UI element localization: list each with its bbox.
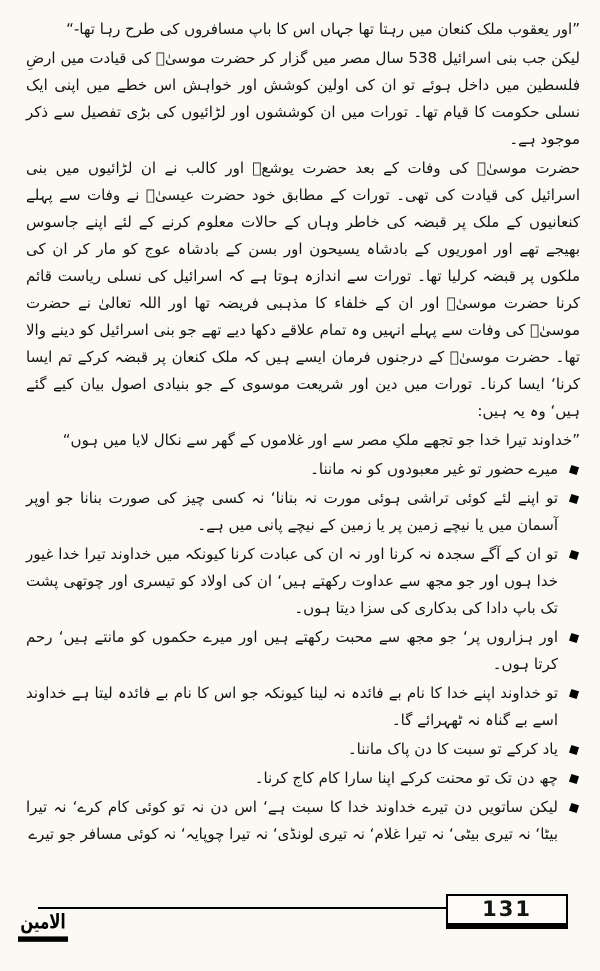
bullet-icon — [569, 745, 579, 755]
bullet-icon — [569, 633, 579, 643]
list-item — [26, 736, 580, 763]
opening-quote: ”اور یعقوب ملک کنعان میں رہتا تھا جہاں اس کا باپ مسافروں کی طرح رہا تھا-“ — [66, 20, 580, 38]
list-item-text: تو خداوند اپنے خدا کا نام بے فائدہ نہ لینا کیونکہ جو اس کا نام بے فائدہ لیتا ہے خداوند اسے بے گناہ نہ ٹھہرائے گا۔ — [26, 684, 558, 729]
page-number-box — [446, 894, 568, 929]
paragraph-torah-wars: حضرت موسیٰؑ کی وفات کے بعد حضرت یوشعؑ اور کالب نے ان لڑائیوں میں بنی اسرائیل کی قیادت کی تھی۔ تورات کے مطابق خود حضرت عیسیٰؑ نے وفات سے پہلے کنعانیوں کے ملک پر قبضہ کی خاطر وہاں کے حالات معلوم کرنے کے لئے اپنے جاسوس بھیجے تھے اور اموریوں کے بادشاہ یسیحون اور بسن کے بادشاہ عوج کو مار کر ان کی ملکوں پر قبضہ کرلیا تھا۔ تورات سے اندازہ ہوتا ہے کہ اسرائیل کی نسلی ریاست قائم کرنا حضرت موسیٰؑ اور ان کے خلفاء کا مذہبی فریضہ تھا اور اللہ تعالیٰ نے حضرت موسیٰؑ کی وفات سے پہلے انہیں وہ تمام علاقے دکھا دیے تھے جو بنی اسرائیل کو دینے والا تھا۔ حضرت موسیٰؑ کے درجنوں فرمان ایسے ہیں کہ ملک کنعان پر قبضہ کرکے تم ایسا کرنا‘ ایسا کرنا۔ تورات میں دین اور شریعت موسوی کے جو بنیادی اصول بیان کیے گئے ہیں‘ وہ یہ ہیں: — [26, 159, 580, 420]
list-item-text: چھ دن تک تو محنت کرکے اپنا سارا کام کاج کرنا۔ — [254, 769, 558, 787]
bullet-icon — [569, 465, 579, 475]
scripture-quote: ”خداوند تیرا خدا جو تجھے ملکِ مصر سے اور غلاموں کے گھر سے نکال لایا میں ہوں“ — [62, 431, 580, 449]
list-item — [26, 485, 580, 539]
list-item — [26, 541, 580, 622]
page-number: 131 — [482, 897, 532, 921]
list-item-text: اور ہزاروں پر‘ جو مجھ سے محبت رکھتے ہیں اور میرے حکموں کو مانتے ہیں‘ رحم کرتا ہوں۔ — [26, 628, 558, 673]
publisher-logo — [14, 910, 72, 942]
bullet-icon — [569, 494, 579, 504]
page-content — [26, 16, 580, 850]
paragraph-israel-entry: لیکن جب بنی اسرائیل 538 سال مصر میں گزار کر حضرت موسیٰؑ کی قیادت میں ارضِ فلسطین میں داخل ہوئے تو ان کی اولین کوشش اور خواہش اس خطے میں اپنی ایک نسلی حکومت کا قیام تھا۔ تورات میں ان کوششوں اور لڑائیوں کی بڑی تفصیل سے ذکر موجود ہے۔ — [26, 49, 580, 148]
bullet-icon — [569, 689, 579, 699]
commandment-list — [26, 456, 580, 848]
publisher-logo-text: الامین — [18, 905, 67, 941]
list-item-text: تو ان کے آگے سجدہ نہ کرنا اور نہ ان کی عبادت کرنا کیونکہ میں خداوند تیرا خدا غیور خدا ہوں اور جو مجھ سے عداوت رکھتے ہیں‘ ان کی اولاد کو تیسری اور چوتھی پشت تک باپ دادا کی بدکاری کی سزا دیتا ہوں۔ — [26, 545, 558, 617]
list-item — [26, 624, 580, 678]
list-item — [26, 680, 580, 734]
list-item — [26, 456, 580, 483]
bullet-icon — [569, 774, 579, 784]
list-item-text: یاد کرکے تو سبت کا دن پاک ماننا۔ — [347, 740, 558, 758]
bullet-icon — [569, 803, 579, 813]
list-item-text: تو اپنے لئے کوئی تراشی ہوئی مورت نہ بنانا‘ نہ کسی چیز کی صورت بنانا جو اوپر آسمان میں یا نیچے زمین پر یا زمین کے نیچے پانی میں ہے۔ — [26, 489, 558, 534]
list-item — [26, 765, 580, 792]
list-item-text: لیکن ساتویں دن تیرے خداوند خدا کا سبت ہے‘ اس دن نہ تو کوئی کام کرے‘ نہ تیرا بیٹا‘ نہ تیری بیٹی‘ نہ تیرا غلام‘ نہ تیری لونڈی‘ نہ تیرا چوپایہ‘ نہ کوئی مسافر جو تیرے — [26, 798, 558, 843]
bullet-icon — [569, 550, 579, 560]
list-item — [26, 794, 580, 848]
list-item-text: میرے حضور تو غیر معبودوں کو نہ ماننا۔ — [310, 460, 558, 478]
